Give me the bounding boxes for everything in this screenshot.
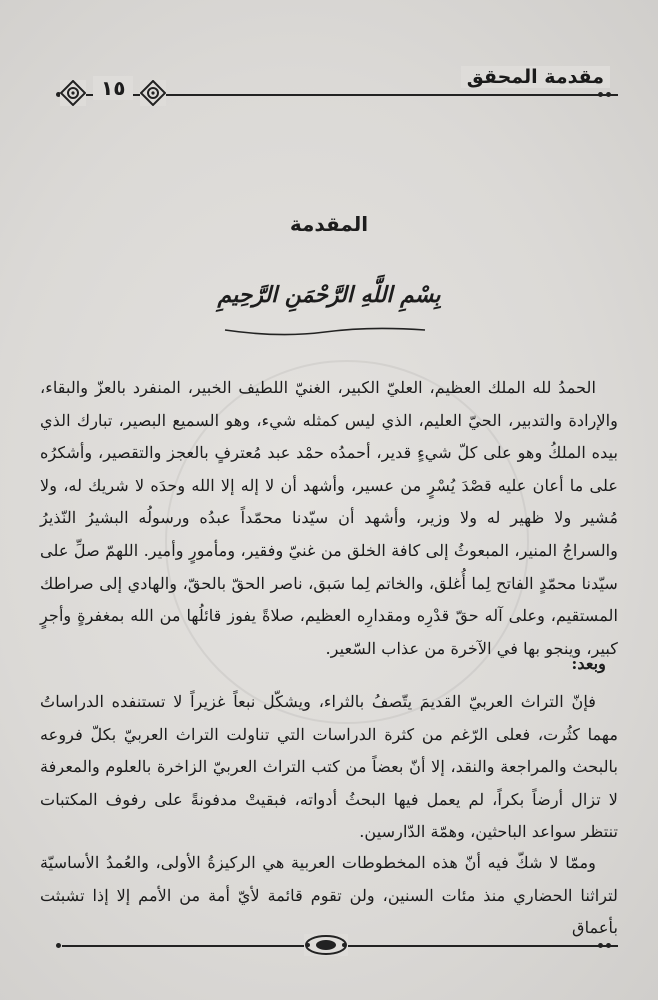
page-footer: [0, 930, 658, 960]
rule-dot: [606, 943, 611, 948]
rule-dot: [598, 92, 603, 97]
section-title: المقدمة: [289, 212, 369, 236]
paragraph: وممّا لا شكّ فيه أنّ هذه المخطوطات العربية هي الركيزةُ الأولى، والعُمدُ الأساسيّة لتراثنا الحضاري منذ مئات السنين، ولن تقوم قائمة لأيّ أمة من الأمم إلا إذا تشبثت بأعماق: [40, 853, 618, 938]
page-header: [0, 64, 658, 114]
paragraph: فإنّ التراث العربيّ القديمَ يتّصفُ بالثراء، ويشكّل نبعاً غزيراً لا تستنفده الدراساتُ مهما كثُرت، فعلى الرّغم من كثرة الدراسات التي تناولت التراث العربيّ بكلّ فروعه بالبحث والمراجعة والنقد، إلا أنّ بعضاً من كتب التراث العربيّ الزاخرة بالعلوم والمعرفة لا تزال أرضاً بكراً، لم يعمل فيها البحثُ أدواته، فبقيتْ مدفونةً على رفوف المكتبات تنتظر سواعد الباحثين، وهمّة الدّارسين.: [40, 692, 618, 842]
ornament-icon: [140, 80, 166, 106]
page-number: ١٥: [93, 76, 133, 100]
footer-ornament-icon: [304, 934, 348, 956]
rule-dot: [56, 943, 61, 948]
paragraph: الحمدُ لله الملك العظيم، العليّ الكبير، الغنيّ اللطيف الخبير، المنفرد بالعزّ والبقاء، والإرادة والتدبير، الحيّ العليم، الذي ليس كمثله شيء، وهو السميع البصير، تبارك الذي بيده الملكُ وهو على كلّ شيءٍ قدير، أحمدُه حمْد عبد مُعترفٍ بالعجز والتقصير، وأشكرُه على ما أعان عليه قصْدَ يُسْرٍ من عسير، وأشهد أن لا إله إلا الله وحدَه لا شريك له، ولا مُشير ولا ظهير له ولا وزير، وأشهد أن سيّدنا محمّداً عبدُه ورسولُه البشيرُ النّذيرُ والسراجُ المنير، المبعوثُ إلى كافة الخلق من غنيّ وفقير، ومأمورٍ وأمير. اللهمّ صلِّ على سيّدنا محمّدٍ الفاتح لِما أُغلق، والخاتم لِما سَبق، ناصر الحقّ بالحقّ، والهادي إلى صراطك المستقيم، وعلى آله حقّ قدْرِه ومقدارِه العظيم، صلاةً يفوز قائلُها من الله بمغفرةٍ وأجرٍ كبير، وينجو بها في الآخرة من عذاب السّعير.: [40, 378, 618, 658]
rule-dot: [606, 92, 611, 97]
calligraphy-flourish-icon: [220, 300, 430, 340]
heritage-paragraph: [40, 686, 618, 849]
running-title: مقدمة المحقق: [461, 66, 610, 88]
intro-paragraph: [40, 372, 618, 665]
ornament-icon: [60, 80, 86, 106]
subheading-wa-baad: وبعد:: [571, 654, 606, 673]
rule-dot: [598, 943, 603, 948]
basmala-calligraphy: بِسْمِ اللَّهِ الرَّحْمَنِ الرَّحِيمِ: [217, 282, 441, 308]
